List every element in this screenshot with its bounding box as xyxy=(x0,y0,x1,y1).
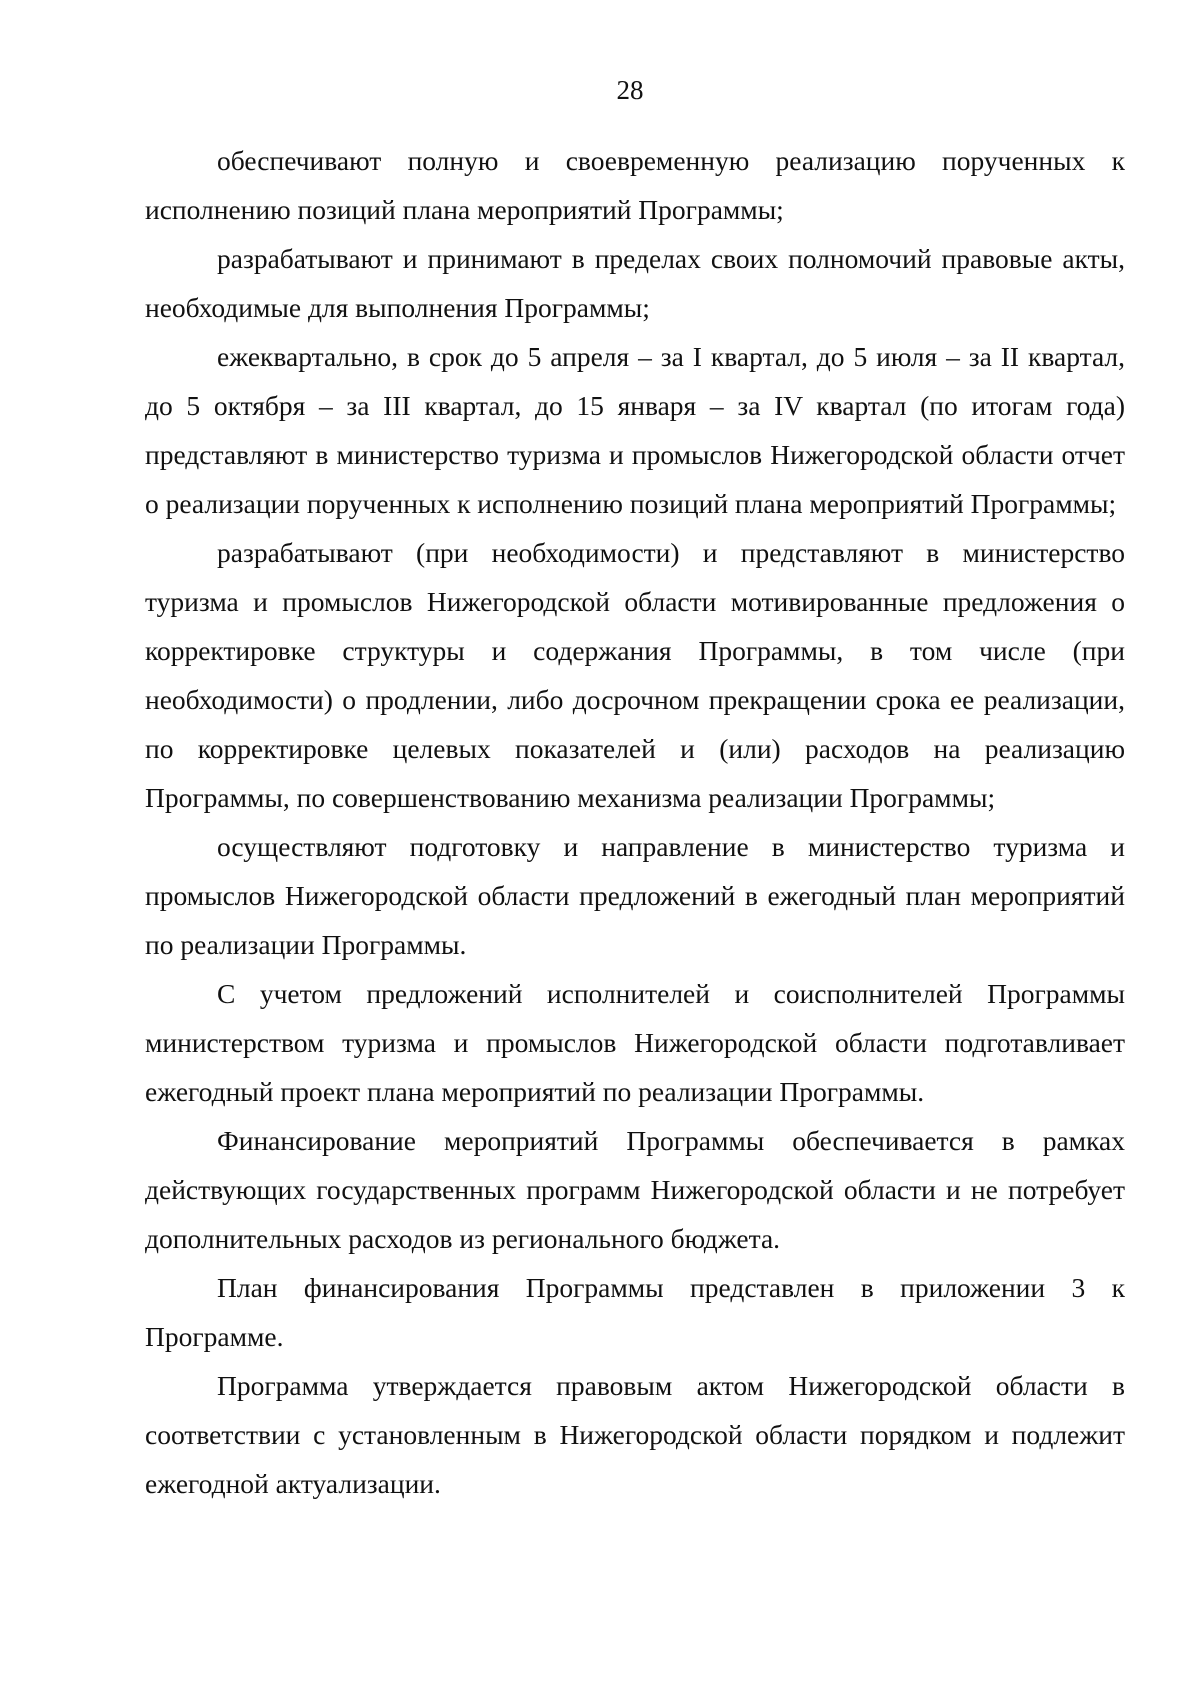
paragraph-6: С учетом предложений исполнителей и соисполнителей Программы министерством туризма и промыслов Нижегородской области подготавливает ежегодный проект плана мероприятий по реализации Программы. xyxy=(145,978,1125,1107)
paragraph-4: разрабатывают (при необходимости) и представляют в министерство туризма и промыслов Нижегородской области мотивированные предложения о корректировке структуры и содержания Программы, в том числе (при необходимости) о продлении, либо досрочном прекращении срока ее реализации, по корректировке целевых показателей и (или) расходов на реализацию Программы, по совершенствованию механизма реализации Программы; xyxy=(145,537,1125,813)
paragraph-5: осуществляют подготовку и направление в министерство туризма и промыслов Нижегородской области предложений в ежегодный план мероприятий по реализации Программы. xyxy=(145,831,1125,960)
paragraph-9: Программа утверждается правовым актом Нижегородской области в соответствии с установленным в Нижегородской области порядком и подлежит ежегодной актуализации. xyxy=(145,1370,1125,1499)
page-number: 28 xyxy=(616,75,644,105)
paragraph-1: обеспечивают полную и своевременную реализацию порученных к исполнению позиций плана мероприятий Программы; xyxy=(145,145,1125,225)
paragraph-7: Финансирование мероприятий Программы обеспечивается в рамках действующих государственных программ Нижегородской области и не потребует дополнительных расходов из регионального бюджета. xyxy=(145,1125,1125,1254)
document-body xyxy=(145,136,1125,1508)
paragraph-3: ежеквартально, в срок до 5 апреля – за I квартал, до 5 июля – за II квартал, до 5 октября – за III квартал, до 15 января – за IV квартал (по итогам года) представляют в министерство туризма и промыслов Нижегородской области отчет о реализации порученных к исполнению позиций плана мероприятий Программы; xyxy=(145,341,1125,519)
paragraph-8: План финансирования Программы представлен в приложении 3 к Программе. xyxy=(145,1272,1125,1352)
paragraph-2: разрабатывают и принимают в пределах своих полномочий правовые акты, необходимые для выполнения Программы; xyxy=(145,243,1125,323)
